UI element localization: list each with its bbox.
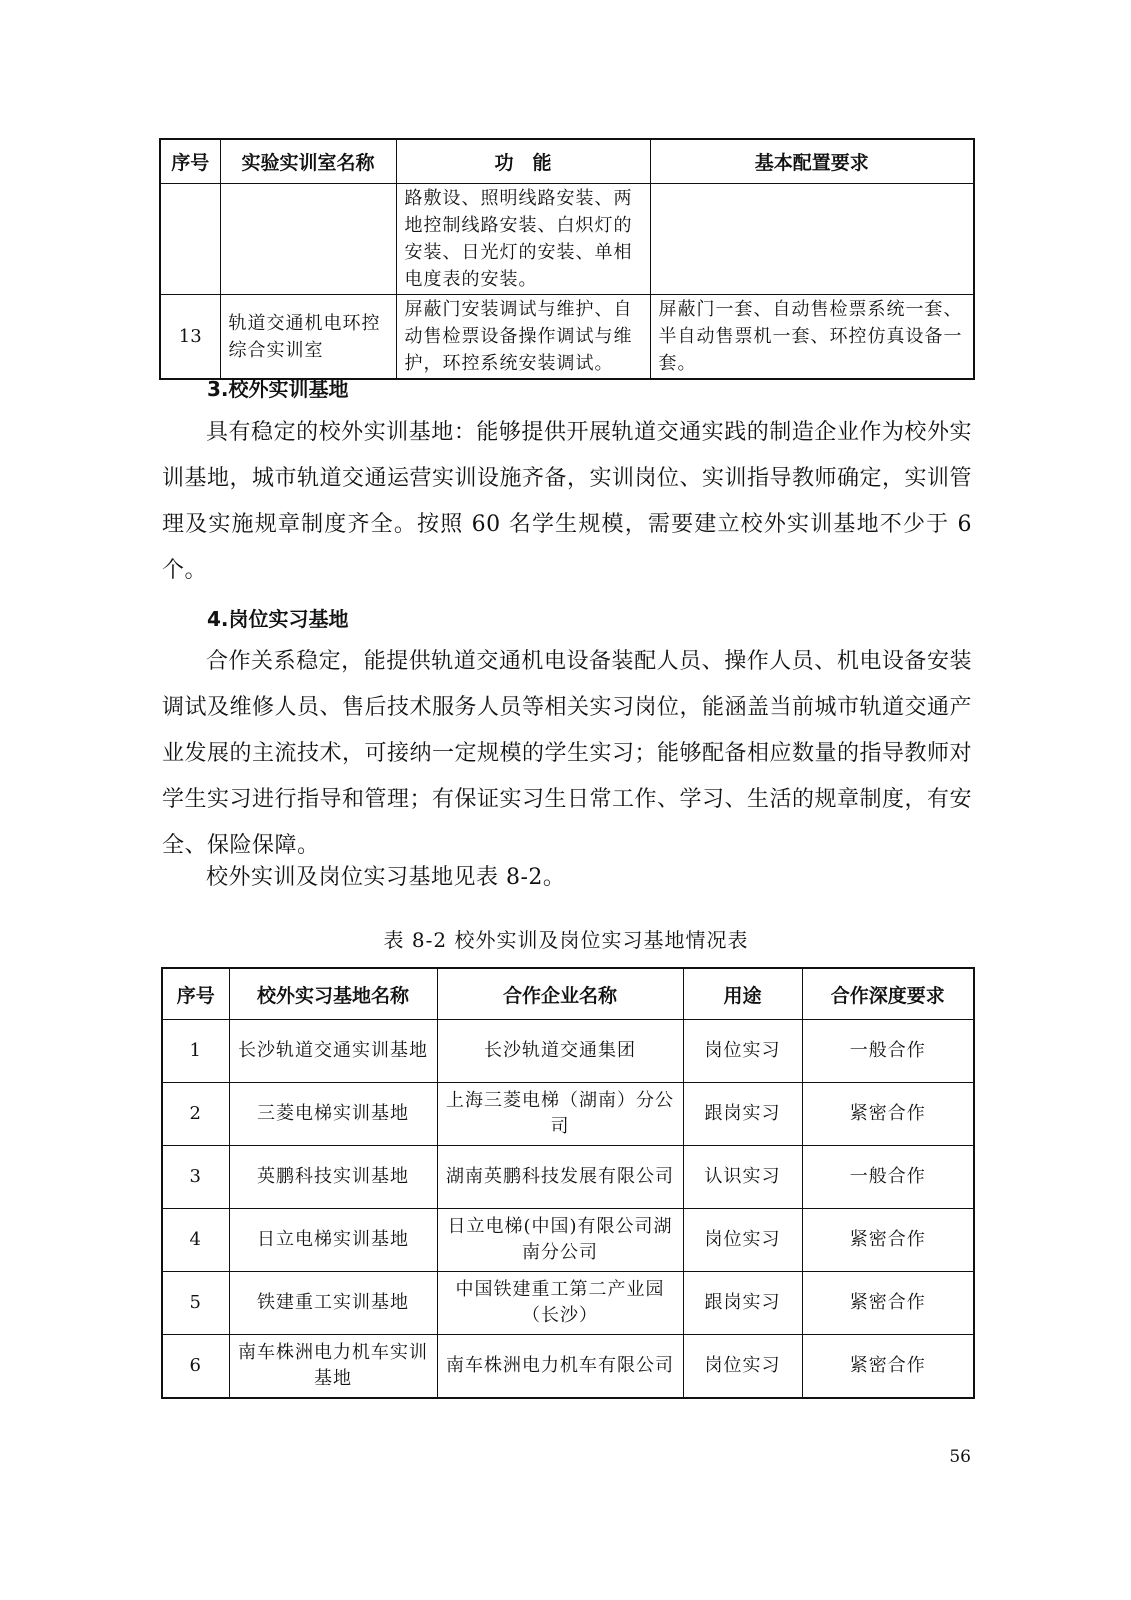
- usage: 认识实习: [683, 1146, 802, 1209]
- base-table: [161, 967, 975, 1399]
- row-number: 2: [162, 1083, 229, 1146]
- lab-table: [159, 138, 975, 380]
- row-number: 3: [162, 1146, 229, 1209]
- table-row: [162, 1083, 974, 1146]
- base-name: 英鹏科技实训基地: [229, 1146, 437, 1209]
- usage: 跟岗实习: [683, 1083, 802, 1146]
- cooperation-depth: 紧密合作: [802, 1272, 974, 1335]
- base-table-header: [162, 968, 974, 1020]
- company-name: 长沙轨道交通集团: [437, 1020, 683, 1083]
- table-row: [160, 295, 974, 380]
- row-number: 13: [160, 295, 220, 380]
- cooperation-depth: 一般合作: [802, 1020, 974, 1083]
- table-caption: 表 8-2 校外实训及岗位实习基地情况表: [383, 928, 749, 952]
- cooperation-depth: 一般合作: [802, 1146, 974, 1209]
- row-number: 5: [162, 1272, 229, 1335]
- base-name: 铁建重工实训基地: [229, 1272, 437, 1335]
- header-cell: 校外实习基地名称: [229, 968, 437, 1020]
- header-cell: 序号: [160, 139, 220, 184]
- table-row: [162, 1020, 974, 1083]
- lab-function: 路敷设、照明线路安装、两地控制线路安装、白炽灯的安装、日光灯的安装、单相电度表的安装。: [396, 184, 650, 295]
- company-name: 日立电梯(中国)有限公司湖南分公司: [437, 1209, 683, 1272]
- usage: 跟岗实习: [683, 1272, 802, 1335]
- lab-config: [650, 184, 974, 295]
- row-number: 6: [162, 1335, 229, 1399]
- lab-config: 屏蔽门一套、自动售检票系统一套、半自动售票机一套、环控仿真设备一套。: [650, 295, 974, 380]
- row-number: 1: [162, 1020, 229, 1083]
- header-cell: 基本配置要求: [650, 139, 974, 184]
- cooperation-depth: 紧密合作: [802, 1083, 974, 1146]
- cooperation-depth: 紧密合作: [802, 1335, 974, 1399]
- header-cell: 合作深度要求: [802, 968, 974, 1020]
- header-cell: 序号: [162, 968, 229, 1020]
- cooperation-depth: 紧密合作: [802, 1209, 974, 1272]
- company-name: 湖南英鹏科技发展有限公司: [437, 1146, 683, 1209]
- row-number: [160, 184, 220, 295]
- header-cell: 合作企业名称: [437, 968, 683, 1020]
- table-row: [162, 1272, 974, 1335]
- header-cell: 实验实训室名称: [220, 139, 396, 184]
- base-name: 日立电梯实训基地: [229, 1209, 437, 1272]
- base-name: 长沙轨道交通实训基地: [229, 1020, 437, 1083]
- table-reference-paragraph: 校外实训及岗位实习基地见表 8-2。: [206, 865, 566, 890]
- lab-table-header: [160, 139, 974, 184]
- lab-function: 屏蔽门安装调试与维护、自动售检票设备操作调试与维护，环控系统安装调试。: [396, 295, 650, 380]
- page-number: 56: [949, 1447, 971, 1467]
- section-4-paragraph: 合作关系稳定，能提供轨道交通机电设备装配人员、操作人员、机电设备安装调试及维修人员、售后技术服务人员等相关实习岗位，能涵盖当前城市轨道交通产业发展的主流技术，可接纳一定规模的学生实习；能够配备相应数量的指导教师对学生实习进行指导和管理；有保证实习生日常工作、学习、生活的规章制度，有安全、保险保障。: [162, 649, 973, 858]
- usage: 岗位实习: [683, 1209, 802, 1272]
- header-cell: 功 能: [396, 139, 650, 184]
- table-row: [162, 1209, 974, 1272]
- section-3-paragraph: 具有稳定的校外实训基地：能够提供开展轨道交通实践的制造企业作为校外实训基地，城市轨道交通运营实训设施齐备，实训岗位、实训指导教师确定，实训管理及实施规章制度齐全。按照 60 名学生规模，需要建立校外实训基地不少于 6 个。: [162, 420, 973, 583]
- company-name: 上海三菱电梯（湖南）分公司: [437, 1083, 683, 1146]
- table-row: [160, 184, 974, 295]
- usage: 岗位实习: [683, 1335, 802, 1399]
- table-row: [162, 1335, 974, 1399]
- base-name: 三菱电梯实训基地: [229, 1083, 437, 1146]
- row-number: 4: [162, 1209, 229, 1272]
- header-cell: 用途: [683, 968, 802, 1020]
- section-3-heading: 3.校外实训基地: [207, 377, 349, 401]
- section-4-heading: 4.岗位实习基地: [207, 607, 349, 631]
- company-name: 中国铁建重工第二产业园（长沙）: [437, 1272, 683, 1335]
- company-name: 南车株洲电力机车有限公司: [437, 1335, 683, 1399]
- usage: 岗位实习: [683, 1020, 802, 1083]
- table-row: [162, 1146, 974, 1209]
- lab-name: [220, 184, 396, 295]
- lab-name: 轨道交通机电环控综合实训室: [220, 295, 396, 380]
- base-name: 南车株洲电力机车实训基地: [229, 1335, 437, 1399]
